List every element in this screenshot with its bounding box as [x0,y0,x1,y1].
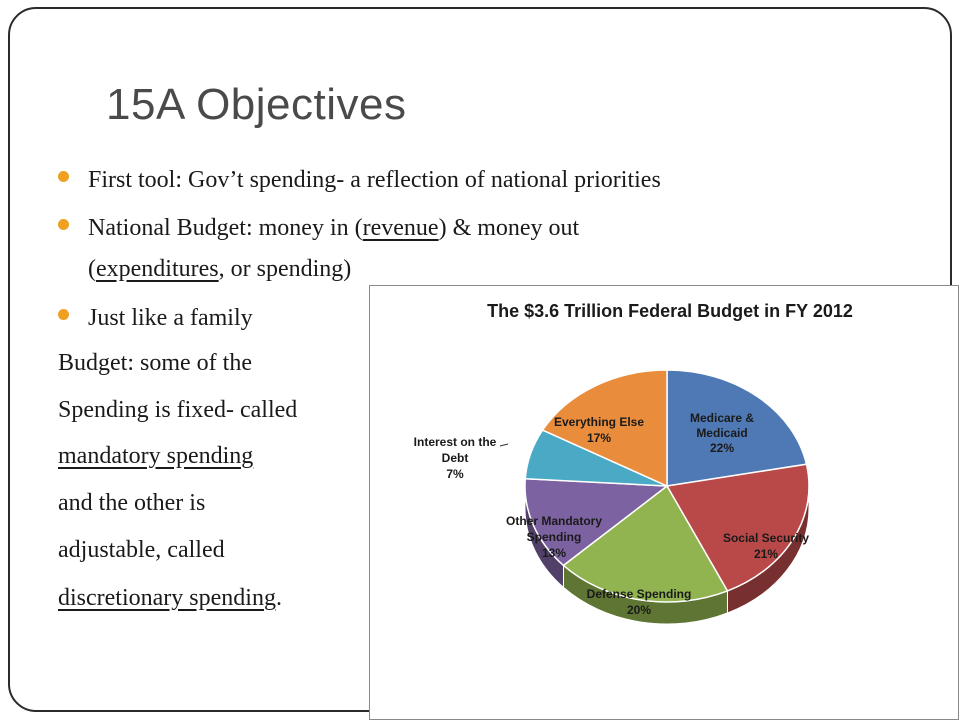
body-line: adjustable, called [58,537,225,563]
label-everything-else: Everything Else [553,415,645,429]
label-interest-line2: Debt [441,451,469,465]
body-line-discretionary [58,578,282,618]
bullet-dot-icon [58,171,69,182]
label-everything-else-pct: 17% [586,431,612,445]
label-other-mandatory-line1: Other Mandatory [505,514,603,528]
pie-chart-svg [370,286,960,721]
discretionary-spending-term: discretionary spending [58,585,276,611]
bullet-dot-icon [58,219,69,230]
bullet-text-line-2 [88,249,351,289]
bullet-dot-icon [58,309,69,320]
pie-slices [525,370,809,602]
label-interest-line1: Interest on the [413,435,497,449]
label-defense: Defense Spending [586,587,692,601]
label-social-security: Social Security [722,531,810,545]
label-medicare-pct: 22% [709,441,735,455]
label-defense-pct: 20% [626,603,652,617]
bullet-text: First tool: Gov’t spending- a reflection of national priorities [88,167,661,193]
body-line: Budget: some of the [58,350,252,376]
period: . [275,585,282,611]
text-segment: National Budget: money in ( [88,215,363,241]
mandatory-spending-term: mandatory spending [58,443,254,469]
body-line: Spending is fixed- called [58,397,298,423]
label-other-mandatory-line2: Spending [526,530,582,544]
label-medicare-line1: Medicare & [689,411,755,425]
label-other-mandatory-pct: 13% [541,546,567,560]
revenue-term: revenue [362,215,439,241]
budget-pie-chart [369,285,959,720]
text-segment: , or spending) [218,256,352,282]
label-social-security-pct: 21% [753,547,779,561]
label-medicare-line2: Medicaid [696,426,748,440]
slide-title: 15A Objectives [106,80,407,129]
text-segment: ( [88,256,96,282]
expenditures-term: expenditures [96,256,219,282]
label-interest-pct: 7% [446,467,464,481]
text-segment: ) & money out [438,215,580,241]
bullet-text-line-1 [88,208,579,248]
bullet-text: Just like a family [88,305,253,331]
chart-title: The $3.6 Trillion Federal Budget in FY 2012 [487,301,853,321]
body-line: and the other is [58,490,206,516]
interest-leader-line [500,444,508,446]
